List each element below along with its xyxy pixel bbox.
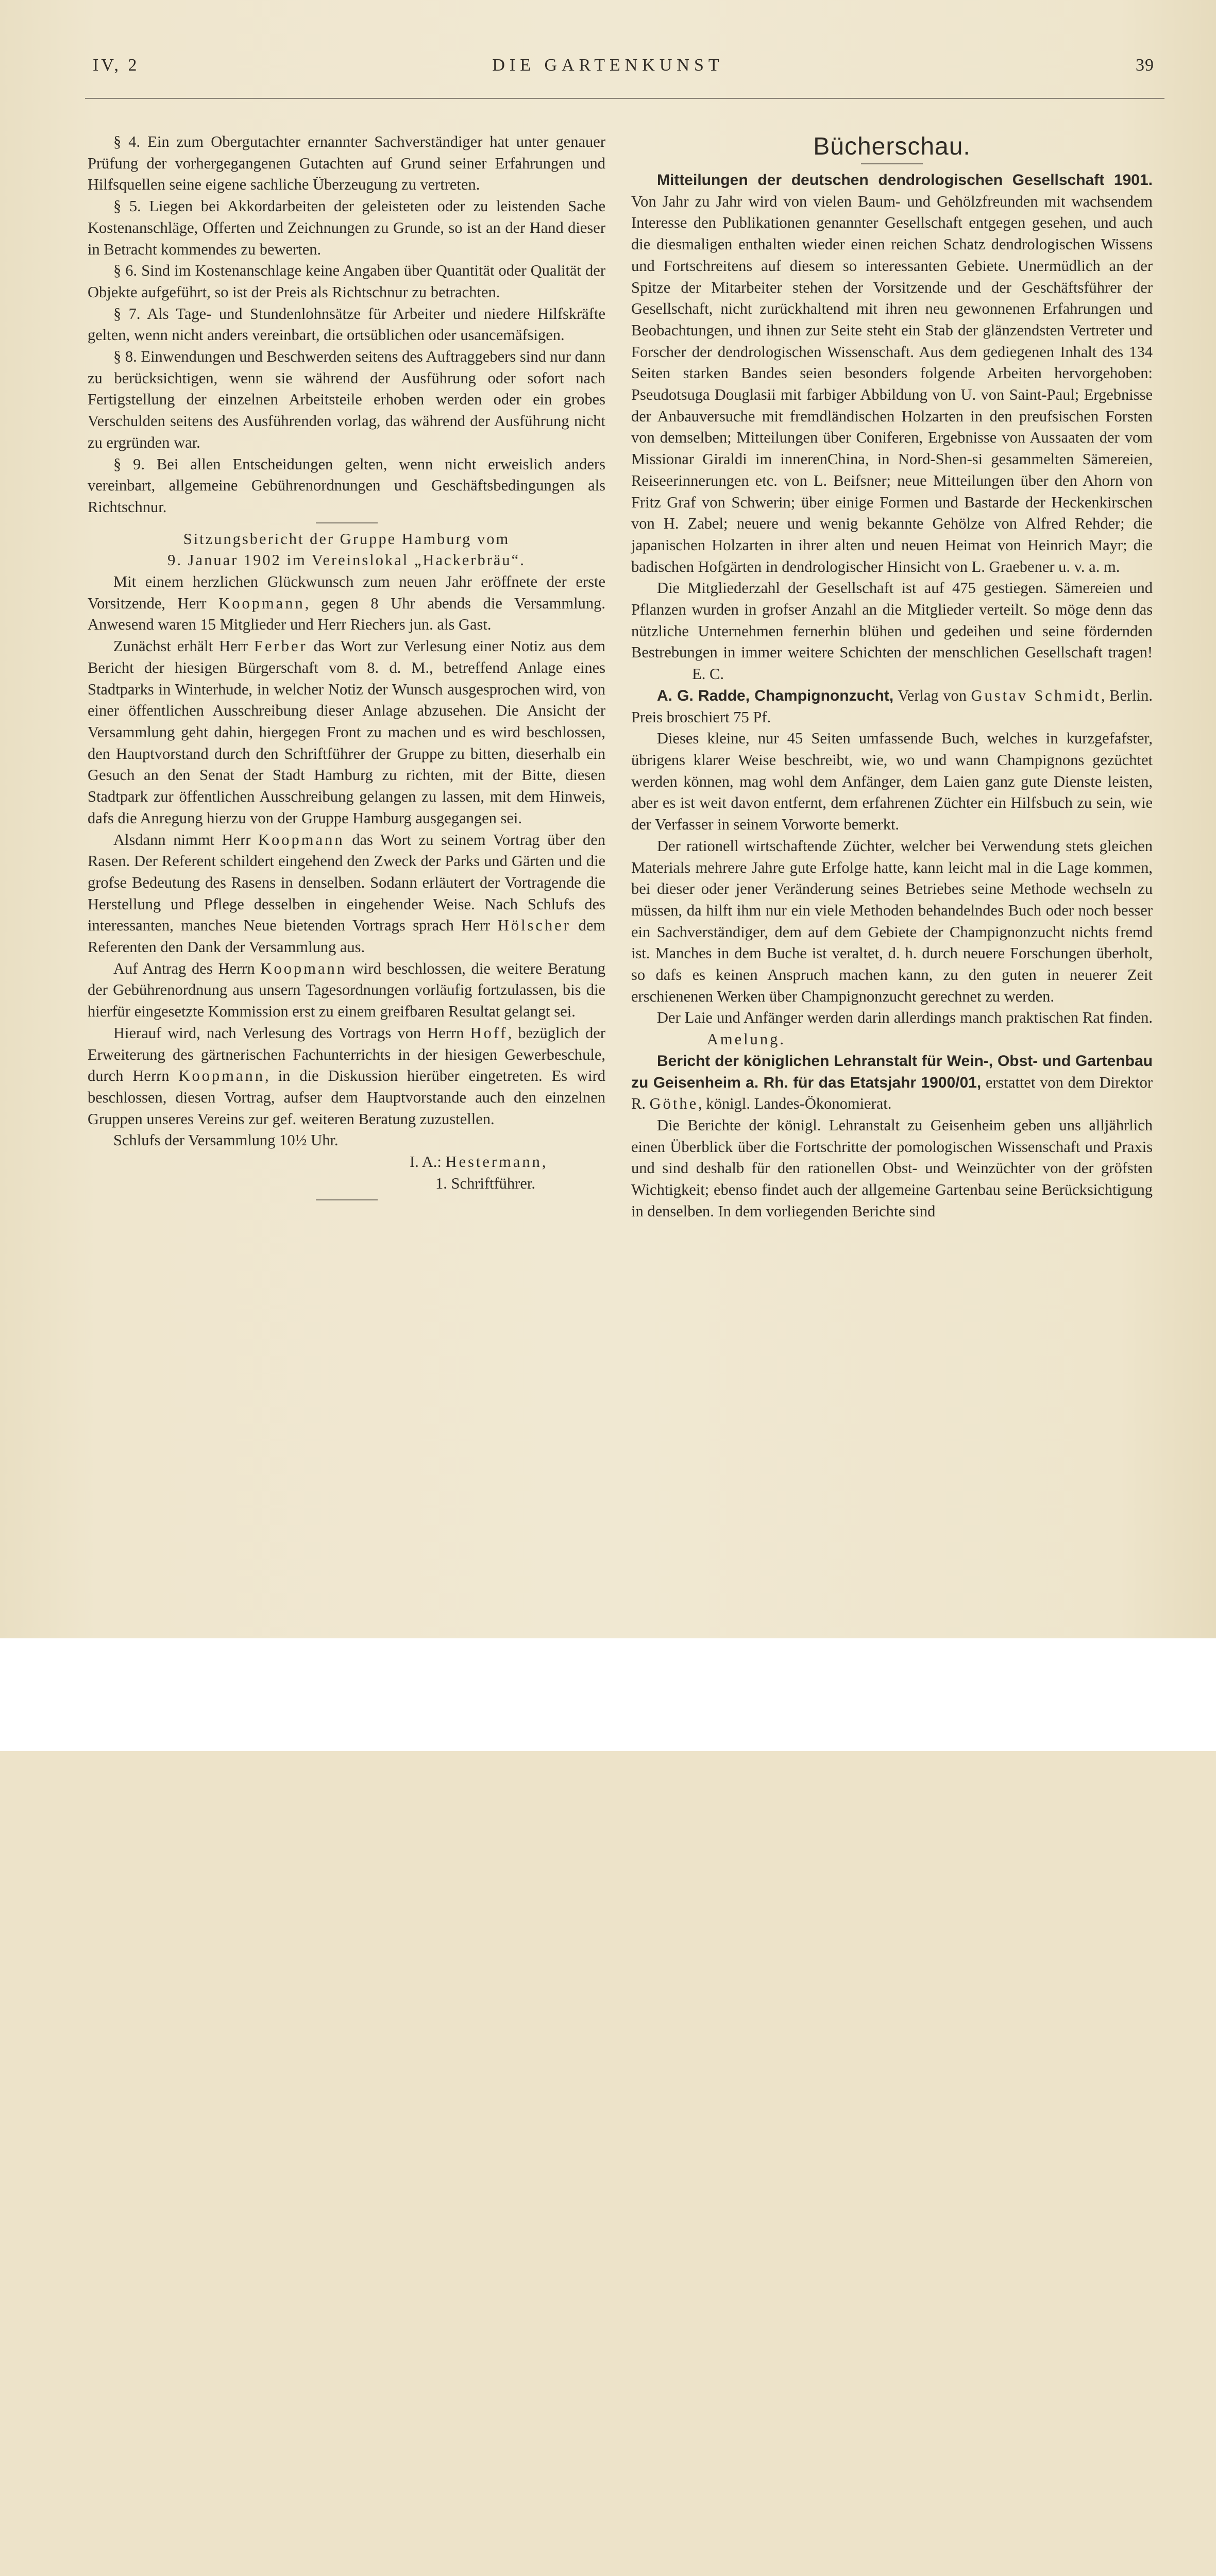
publisher-name: Gustav Schmidt bbox=[971, 686, 1102, 704]
paragraph-sec4: § 4. Ein zum Obergutachter ernannter Sachverständiger hat unter genauer Prüfung der vorhergegangenen Gutachten auf Grund seiner Erfahrungen und Hilfsquellen seine eigene sachliche Überzeugung zu vertreten. bbox=[88, 133, 605, 194]
text: das Wort zur Verlesung einer Notiz aus dem Bericht der hiesigen Bürgerschaft vom 8. d. M., betreffend Anlage eines Stadtparks in Winterhude, in welcher Notiz der Wunsch ausgesprochen wird, von einer öffentlichen Ausschreibung dieser Anlage abzusehen. Die Ansicht der Versammlung geht dahin, hiergegen Front zu machen und es wird beschlossen, den Hauptvorstand durch den Schriftführer der Gruppe zu bitten, dieserhalb ein Gesuch an den Senat der Stadt Hamburg zu richten, mit der Bitte, diesen Stadtpark zur öffentlichen Ausschreibung gelangen zu lassen, mit dem Hinweis, dafs die Anregung hierzu von der Gruppe Hamburg ausgegangen sei. bbox=[88, 637, 605, 827]
review-title: A. G. Radde, Champignonzucht, bbox=[657, 687, 894, 704]
review-geisenheim-p2: Die Berichte der königl. Lehranstalt zu Geisenheim geben uns alljährlich einen Überblick über die Fortschritte der pomologischen Wissenschaft und Praxis und sind deshalb für den rationellen Obst- und Weinzüchter von der gröfsten Wichtigkeit; ebenso findet auch der allgemeine Gartenbau seine Berücksichtigung in denselben. In dem vorliegenden Berichte sind bbox=[631, 1116, 1153, 1220]
page-number: 39 bbox=[1136, 56, 1154, 75]
person-name: Hoff bbox=[470, 1024, 508, 1042]
review-text: Verlag von bbox=[893, 686, 971, 704]
header-rule bbox=[85, 98, 1164, 99]
text: dem Referenten den Dank der Versammlung aus. bbox=[88, 917, 605, 956]
minutes-paragraph-5 bbox=[88, 1023, 605, 1130]
review-text: , Berlin. Preis broschiert 75 Pf. bbox=[631, 686, 1153, 726]
minutes-closing: Schlufs der Versammlung 10½ Uhr. bbox=[113, 1131, 339, 1149]
text: Mit einem herzlichen Glückwunsch zum neuen Jahr eröffnete der erste Vorsitzende, Herr bbox=[88, 573, 605, 612]
review-champignon-p3 bbox=[631, 1007, 1153, 1050]
review-dendrology bbox=[631, 170, 1153, 578]
text: , gegen 8 Uhr abends die Versammlung. Anwesend waren 15 Mitglieder und Herr Riechers jun. als Gast. bbox=[88, 594, 605, 634]
library-footer bbox=[0, 1638, 1216, 1751]
text: I. A.: bbox=[410, 1153, 446, 1171]
person-name: Hölscher bbox=[497, 917, 571, 935]
paragraph-sec5: § 5. Liegen bei Akkordarbeiten der geleisteten oder zu leistenden Sache Kostenanschläge, Offerten und Zeichnungen zu Grunde, so ist an der Hand dieser in Betracht kommendes zu bewerten. bbox=[88, 197, 605, 258]
signature-line-1 bbox=[88, 1151, 605, 1173]
minutes-paragraph-1 bbox=[88, 571, 605, 636]
review-champignon-p2: Der rationell wirtschaftende Züchter, welcher bei Verwendung stets gleichen Materials mehrere Jahre gute Erfolge hatte, kann leicht mal in die Lage kommen, bei dieser oder jener Veränderung seines Betriebes seine Methode wechseln zu müssen, da hilft ihm nur ein viele Methoden behandelndes Buch oder noch besser ein Sachverständiger, dem auf dem Gebiete der Champignonzucht nichts fremd ist. Manches in dem Buche ist veraltet, d. h. durch neuere Forschungen überholt, so dafs es keinen Anspruch machen kann, zu den guten in neuerer Zeit erschienenen Werken über Champignonzucht gerechnet zu werden. bbox=[631, 837, 1153, 1005]
section-title: Bücherschau. bbox=[813, 133, 971, 160]
section-heading-date: 9. Januar 1902 im Vereinslokal „Hackerbräu“. bbox=[167, 551, 526, 569]
paragraph-sec8: § 8. Einwendungen und Beschwerden seitens des Auftraggebers sind nur dann zu berücksichtigen, wenn sie während der Ausführung oder sofort nach Fertigstellung der einzelnen Arbeitsteile erhoben werden oder ein grobes Verschulden seitens des Ausführenden vorlag, das während der Ausführung nicht zu ergründen war. bbox=[88, 348, 605, 451]
text: Zunächst erhält Herr bbox=[113, 637, 255, 655]
review-text: erstattet von dem Direktor R. bbox=[631, 1073, 1153, 1113]
person-name: Hestermann, bbox=[445, 1153, 548, 1171]
review-dendrology-p2 bbox=[631, 578, 1153, 685]
text: Auf Antrag des Herrn bbox=[113, 959, 261, 977]
section-divider bbox=[316, 522, 378, 523]
paragraph-sec7: § 7. Als Tage- und Stundenlohnsätze für Arbeiter und niedere Hilfskräfte gelten, wenn nicht anders vereinbart, die ortsüblichen oder usancemäfsigen. bbox=[88, 304, 605, 344]
person-name: Ferber bbox=[254, 637, 308, 655]
text: , in die Diskussion hierüber eingetreten. Es wird beschlossen, diesen Vortrag, aufser dem Hauptvorstande auch den einzelnen Gruppen unseres Vereins zur gef. weiteren Beratung zuzustellen. bbox=[88, 1067, 605, 1128]
person-name: Koopmann bbox=[260, 959, 347, 977]
left-column bbox=[88, 131, 605, 1206]
person-name: Koopmann bbox=[258, 831, 345, 849]
minutes-paragraph-4 bbox=[88, 958, 605, 1023]
review-text: Der Laie und Anfänger werden darin allerdings manch praktischen Rat finden. bbox=[657, 1009, 1153, 1027]
review-text: , königl. Landes-Ökonomierat. bbox=[698, 1095, 892, 1113]
signature-line-2: 1. Schriftführer. bbox=[435, 1174, 535, 1192]
review-champignon-p1: Dieses kleine, nur 45 Seiten umfassende Buch, welches in kurzgefafster, übrigens klarer Weise beschreibt, wie, wo und wann Champignons gezüchtet werden können, mag wohl dem Anfänger, dem Laien ganz gute Dienste leisten, aber es ist weit davon entfernt, dem erfahrenen Züchter ein Hilfsbuch zu sein, wie der Verfasser in seinem Vorworte bemerkt. bbox=[631, 730, 1153, 834]
text: , bezüglich der Erweiterung des gärtnerischen Fachunterrichts in der hiesigen Gewerbeschule, durch Herrn bbox=[88, 1024, 605, 1085]
text: wird beschlossen, die weitere Beratung der Gebührenordnung aus unsern Tagesordnungen vorläufig fortzulassen, bis die hierfür eingesetzte Kommission erst zu einem greifbaren Resultat gelangt sei. bbox=[88, 959, 606, 1021]
paragraph-sec6: § 6. Sind im Kostenanschlage keine Angaben über Quantität oder Qualität der Objekte aufgeführt, so ist der Preis als Richtschnur zu betrachten. bbox=[88, 262, 605, 301]
end-divider bbox=[316, 1199, 378, 1200]
text: das Wort zu seinem Vortrag über den Rasen. Der Referent schildert eingehend den Zweck der Parks und Gärten und die grofse Bedeutung des Rasens in denselben. Sodann erläutert der Vortragende die Herstellung und Pflege desselben in eingehender Weise. Nach Schlufs des interessanten, manches Neue bietenden Vortrags sprach Herr bbox=[88, 831, 605, 935]
title-divider bbox=[861, 163, 923, 164]
paragraph-sec9: § 9. Bei allen Entscheidungen gelten, wenn nicht erweislich anders vereinbart, allgemeine Gebührenordnungen und Geschäftsbedingungen als Richtschnur. bbox=[88, 455, 605, 516]
review-title: Mitteilungen der deutschen dendrologischen Gesellschaft 1901. bbox=[657, 172, 1153, 189]
review-text: Von Jahr zu Jahr wird von vielen Baum- und Gehölzfreunden mit wachsendem Interesse den Publikationen genannter Gesellschaft entgegen gesehen, und auch die diesmaligen enthalten wieder einen reichen Schatz dendrologischen Wissens und Fortschreitens auf diesem so interessanten Gebiete. Unermüdlich an der Spitze der Mitarbeiter stehen der Vorsitzende und der Geschäftsführer der Gesellschaft, nicht zurückhaltend mit ihren neu gewonnenen Erfahrungen und Beobachtungen, und ihnen zur Seite steht ein Stab der glänzendsten Vertreter und Forscher der dendrologischen Wissenschaft. Aus dem gediegenen Inhalt des 134 Seiten starken Bandes seien besonders folgende Arbeiten hervorgehoben: Pseudotsuga Douglasii mit farbiger Abbildung von U. von Saint-Paul; Ergebnisse der Anbauversuche mit fremdländischen Holzarten in den preufsischen Forsten von demselben; Mitteilungen über Coniferen, Ergebnisse von Aussaaten der vom Missionar Giraldi im innerenChina, in Nord-Shen-si gesammelten Sämereien, Reiseerinnerungen etc. von L. Beifsner; neue Mitteilungen über den Ahorn von Fritz Graf von Schwerin; über einige Formen und Bastarde der Heckenkirschen von H. Zabel; neuere und wenig bekannte Gehölze von Alfred Rehder; die japanischen Holzarten in ihrer alten und neuen Heimat von Heinrich Mayr; die badischen Hofgärten in dendrologischer Hinsicht von L. Graebener u. v. a. m. bbox=[631, 192, 1153, 575]
review-signature: E. C. bbox=[692, 665, 724, 683]
review-title: Bericht der königlichen Lehranstalt für Wein-, Obst- und Gartenbau zu Geisenheim a. Rh. für das Etatsjahr 1900/01, bbox=[631, 1052, 1153, 1091]
person-name: Koopmann bbox=[178, 1067, 265, 1085]
minutes-paragraph-2 bbox=[88, 636, 605, 829]
issue-number: IV, 2 bbox=[93, 56, 140, 75]
person-name: Koopmann bbox=[218, 594, 305, 612]
review-text: Die Mitgliederzahl der Gesellschaft ist auf 475 gestiegen. Sämereien und Pflanzen wurden in grofser Anzahl an die Mitglieder verteilt. So möge denn das nützliche Unternehmen fernerhin blühen und gedeihen und seine fördernden Bestrebungen in immer weitere Schichten der menschlichen Gesellschaft tragen! bbox=[631, 579, 1153, 662]
review-champignon bbox=[631, 685, 1153, 728]
text: Hierauf wird, nach Verlesung des Vortrags von Herrn bbox=[113, 1024, 470, 1042]
review-signature: Amelung. bbox=[706, 1030, 786, 1048]
text: Alsdann nimmt Herr bbox=[113, 831, 259, 849]
journal-title: DIE GARTENKUNST bbox=[492, 56, 724, 75]
minutes-paragraph-3 bbox=[88, 829, 605, 958]
right-column bbox=[631, 131, 1153, 1222]
person-name: Göthe bbox=[649, 1095, 699, 1113]
section-heading: Sitzungsbericht der Gruppe Hamburg vom bbox=[183, 530, 510, 548]
review-geisenheim bbox=[631, 1050, 1153, 1115]
